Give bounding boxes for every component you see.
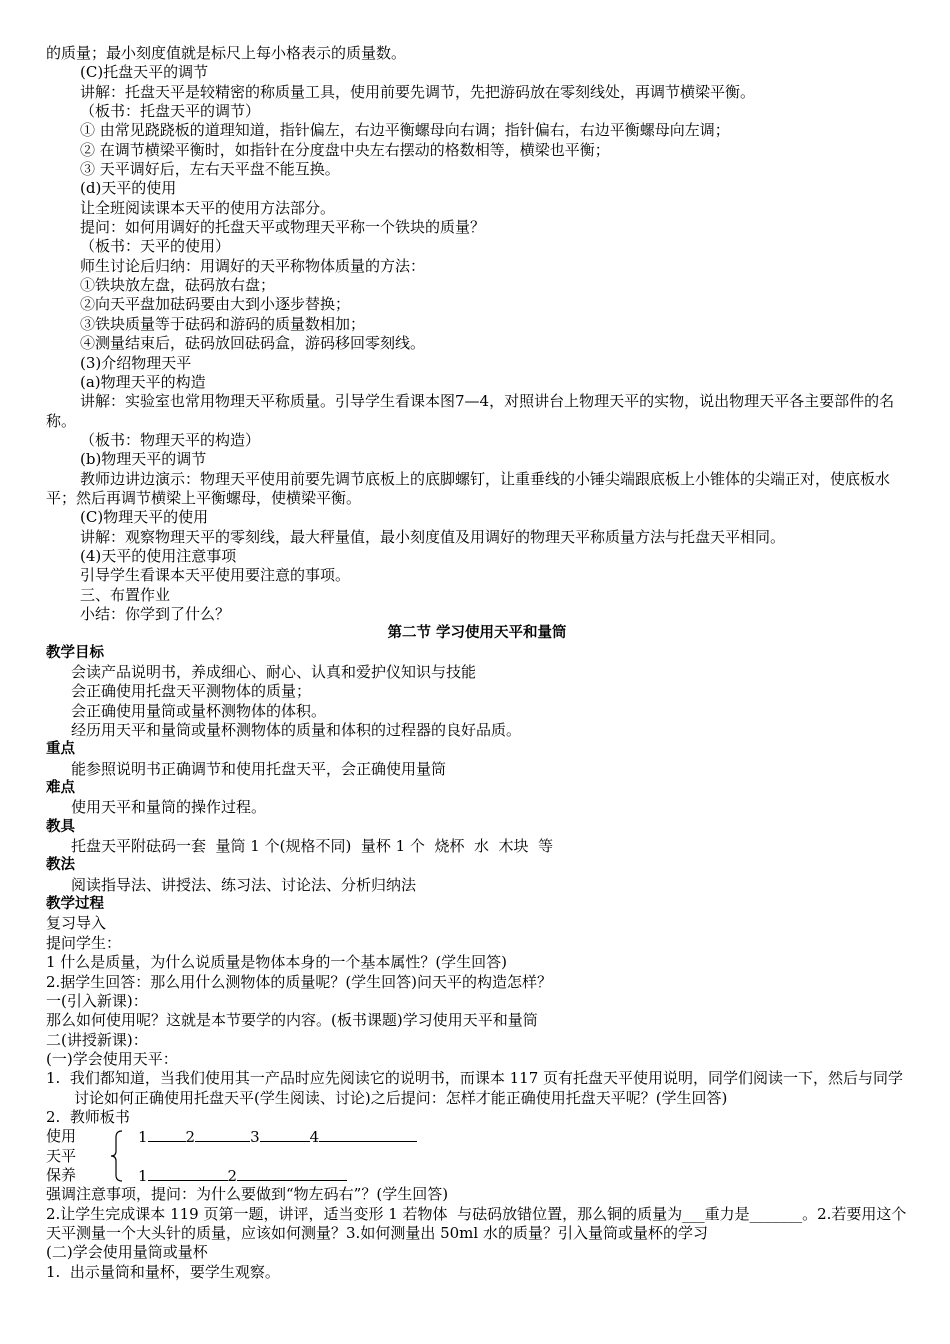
- paragraph: 讲解：实验室也常用物理天平称质量。引导学生看课本图7—4，对照讲台上物理天平的实物，说出物理天平各主要部件的名称。: [46, 392, 895, 430]
- text-line: 引导学生看课本天平使用要注意的事项。: [80, 566, 351, 585]
- text-line: (C)物理天平的使用: [80, 508, 209, 527]
- text-line: ④测量结束后，砝码放回砝码盒，游码移回零刻线。: [80, 334, 426, 353]
- text-line: (a)物理天平的构造: [80, 372, 206, 391]
- objectives-heading: 教学目标: [46, 644, 104, 661]
- fill-blank: [148, 1127, 186, 1142]
- paragraph: 教师边讲边演示：物理天平使用前要先调节底板上的底脚螺钉，让重垂线的小锤尖端跟底板上小锥体的尖端正对，使底板水平；然后再调节横梁上平衡螺母，使横梁平衡。: [46, 469, 891, 507]
- text-line: ③铁块质量等于砝码和游码的质量数相加；: [80, 314, 366, 333]
- document-page: [46, 44, 908, 1282]
- blackboard-outline: [46, 1127, 908, 1185]
- text-line: ① 由常见跷跷板的道理知道，指针偏左，右边平衡螺母向右调；指针偏右，右边平衡螺母向左调；: [80, 121, 730, 140]
- objective-item: 会正确使用量筒或量杯测物体的体积。: [71, 701, 327, 720]
- outline-row-1: [138, 1127, 417, 1147]
- text-line: （板书：天平的使用）: [80, 237, 231, 256]
- text-line: (d)天平的使用: [80, 179, 177, 198]
- text-line: 提问：如何用调好的托盘天平或物理天平称一个铁块的质量？: [80, 218, 486, 237]
- blank-number: 1: [138, 1128, 148, 1147]
- blank-number: 1: [138, 1166, 148, 1185]
- text-line: ①铁块放左盘，砝码放右盘；: [80, 276, 276, 295]
- key-point-text: 能参照说明书正确调节和使用托盘天平，会正确使用量筒: [71, 759, 447, 778]
- fill-blank: [319, 1127, 417, 1142]
- outline-row-2: [138, 1166, 347, 1186]
- outline-labels: [46, 1127, 86, 1185]
- difficulty-text: 使用天平和量筒的操作过程。: [71, 798, 267, 817]
- text-line: 的质量；最小刻度值就是标尺上每小格表示的质量数。: [46, 44, 407, 62]
- process-line: 复习导入: [46, 914, 107, 933]
- process-line: 1 什么是质量，为什么说质量是物体本身的一个基本属性？(学生回答): [46, 953, 508, 972]
- blank-number: 3: [250, 1128, 260, 1147]
- numbered-item-2: 2. 教师板书: [46, 1107, 130, 1126]
- objective-item: 会正确使用托盘天平测物体的质量；: [71, 682, 312, 701]
- method-heading: 教法: [46, 857, 75, 874]
- tools-heading: 教具: [46, 818, 75, 835]
- method-text: 阅读指导法、讲授法、练习法、讨论法、分析归纳法: [71, 875, 417, 894]
- process-line: 那么如何使用呢？这就是本节要学的内容。(板书课题)学习使用天平和量筒: [46, 1011, 538, 1030]
- outline-label: 使用: [46, 1127, 77, 1146]
- blank-number: 2: [185, 1128, 196, 1147]
- fill-blank: [260, 1127, 310, 1142]
- process-line: 提问学生：: [46, 933, 122, 952]
- text-line: ② 在调节横梁平衡时，如指针在分度盘中央左右摆动的格数相等，横梁也平衡；: [80, 140, 610, 159]
- numbered-item-1: 1. 我们都知道，当我们使用其一产品时应先阅读它的说明书，而课本 117 页有托盘天平使用说明，同学们阅读一下，然后与同学讨论如何正确使用托盘天平(学生阅读、讨论)之后提问：怎样才能正确使用托盘天平呢？(学生回答): [46, 1069, 904, 1107]
- process-line: (一)学会使用天平：: [46, 1049, 178, 1068]
- text-line: (C)托盘天平的调节: [80, 63, 209, 82]
- text-line: (b)物理天平的调节: [80, 450, 207, 469]
- text-line: (3)介绍物理天平: [80, 353, 192, 372]
- text-line: （板书：物理天平的构造）: [80, 430, 261, 449]
- tools-text: 托盘天平附砝码一套 量筒 1 个(规格不同) 量杯 1 个 烧杯 水 木块 等: [71, 837, 554, 856]
- text-line: 强调注意事项，提问：为什么要做到“物左码右”？(学生回答): [46, 1185, 449, 1204]
- curly-brace-icon: [108, 1129, 128, 1183]
- text-line: 让全班阅读课本天平的使用方法部分。: [80, 198, 336, 217]
- process-line: 二(讲授新课)：: [46, 1030, 148, 1049]
- paragraph: 2.让学生完成课本 119 页第一题，讲评，适当变形 1 若物体 与砝码放错位置，那么铜的质量为___重力是_______。2.若要用这个天平测量一个大头针的质量，应该如何测量？3.如何测量出 50ml 水的质量？引入量筒或量杯的学习: [46, 1204, 907, 1242]
- text-line: (二)学会使用量筒或量杯: [46, 1243, 208, 1262]
- outline-label: 保养: [46, 1165, 77, 1184]
- text-line: 小结：你学到了什么？: [80, 604, 231, 623]
- fill-blank: [148, 1166, 228, 1181]
- text-line: 三、布置作业: [80, 585, 171, 604]
- section-title: 第二节 学习使用天平和量筒: [387, 625, 567, 642]
- fill-blank: [195, 1127, 250, 1142]
- process-line: 2.据学生回答：那么用什么测物体的质量呢？(学生回答)问天平的构造怎样？: [46, 972, 553, 991]
- text-line: 师生讨论后归纳：用调好的天平称物体质量的方法：: [80, 256, 426, 275]
- objective-item: 会读产品说明书，养成细心、耐心、认真和爱护仪知识与技能: [71, 663, 477, 681]
- outline-label: 天平: [46, 1146, 77, 1165]
- text-line: 讲解：托盘天平是较精密的称质量工具，使用前要先调节，先把游码放在零刻线处，再调节横梁平衡。: [80, 82, 756, 101]
- text-line: 讲解：观察物理天平的零刻线，最大秤量值，最小刻度值及用调好的物理天平称质量方法与托盘天平相同。: [80, 527, 786, 546]
- blank-number: 2: [227, 1166, 238, 1185]
- text-line: （板书：托盘天平的调节）: [80, 102, 261, 121]
- text-line: (4)天平的使用注意事项: [80, 546, 237, 565]
- text-line: ②向天平盘加砝码要由大到小逐步替换；: [80, 295, 351, 314]
- process-heading: 教学过程: [46, 896, 104, 913]
- text-line: ③ 天平调好后，左右天平盘不能互换。: [80, 160, 340, 179]
- objective-item: 经历用天平和量筒或量杯测物体的质量和体积的过程器的良好品质。: [71, 721, 522, 740]
- text-line: 1. 出示量筒和量杯，要学生观察。: [46, 1262, 280, 1281]
- fill-blank: [237, 1166, 347, 1181]
- difficulty-heading: 难点: [46, 780, 75, 797]
- blank-number: 4: [309, 1128, 320, 1147]
- process-line: 一(引入新课)：: [46, 991, 148, 1010]
- key-point-heading: 重点: [46, 741, 75, 758]
